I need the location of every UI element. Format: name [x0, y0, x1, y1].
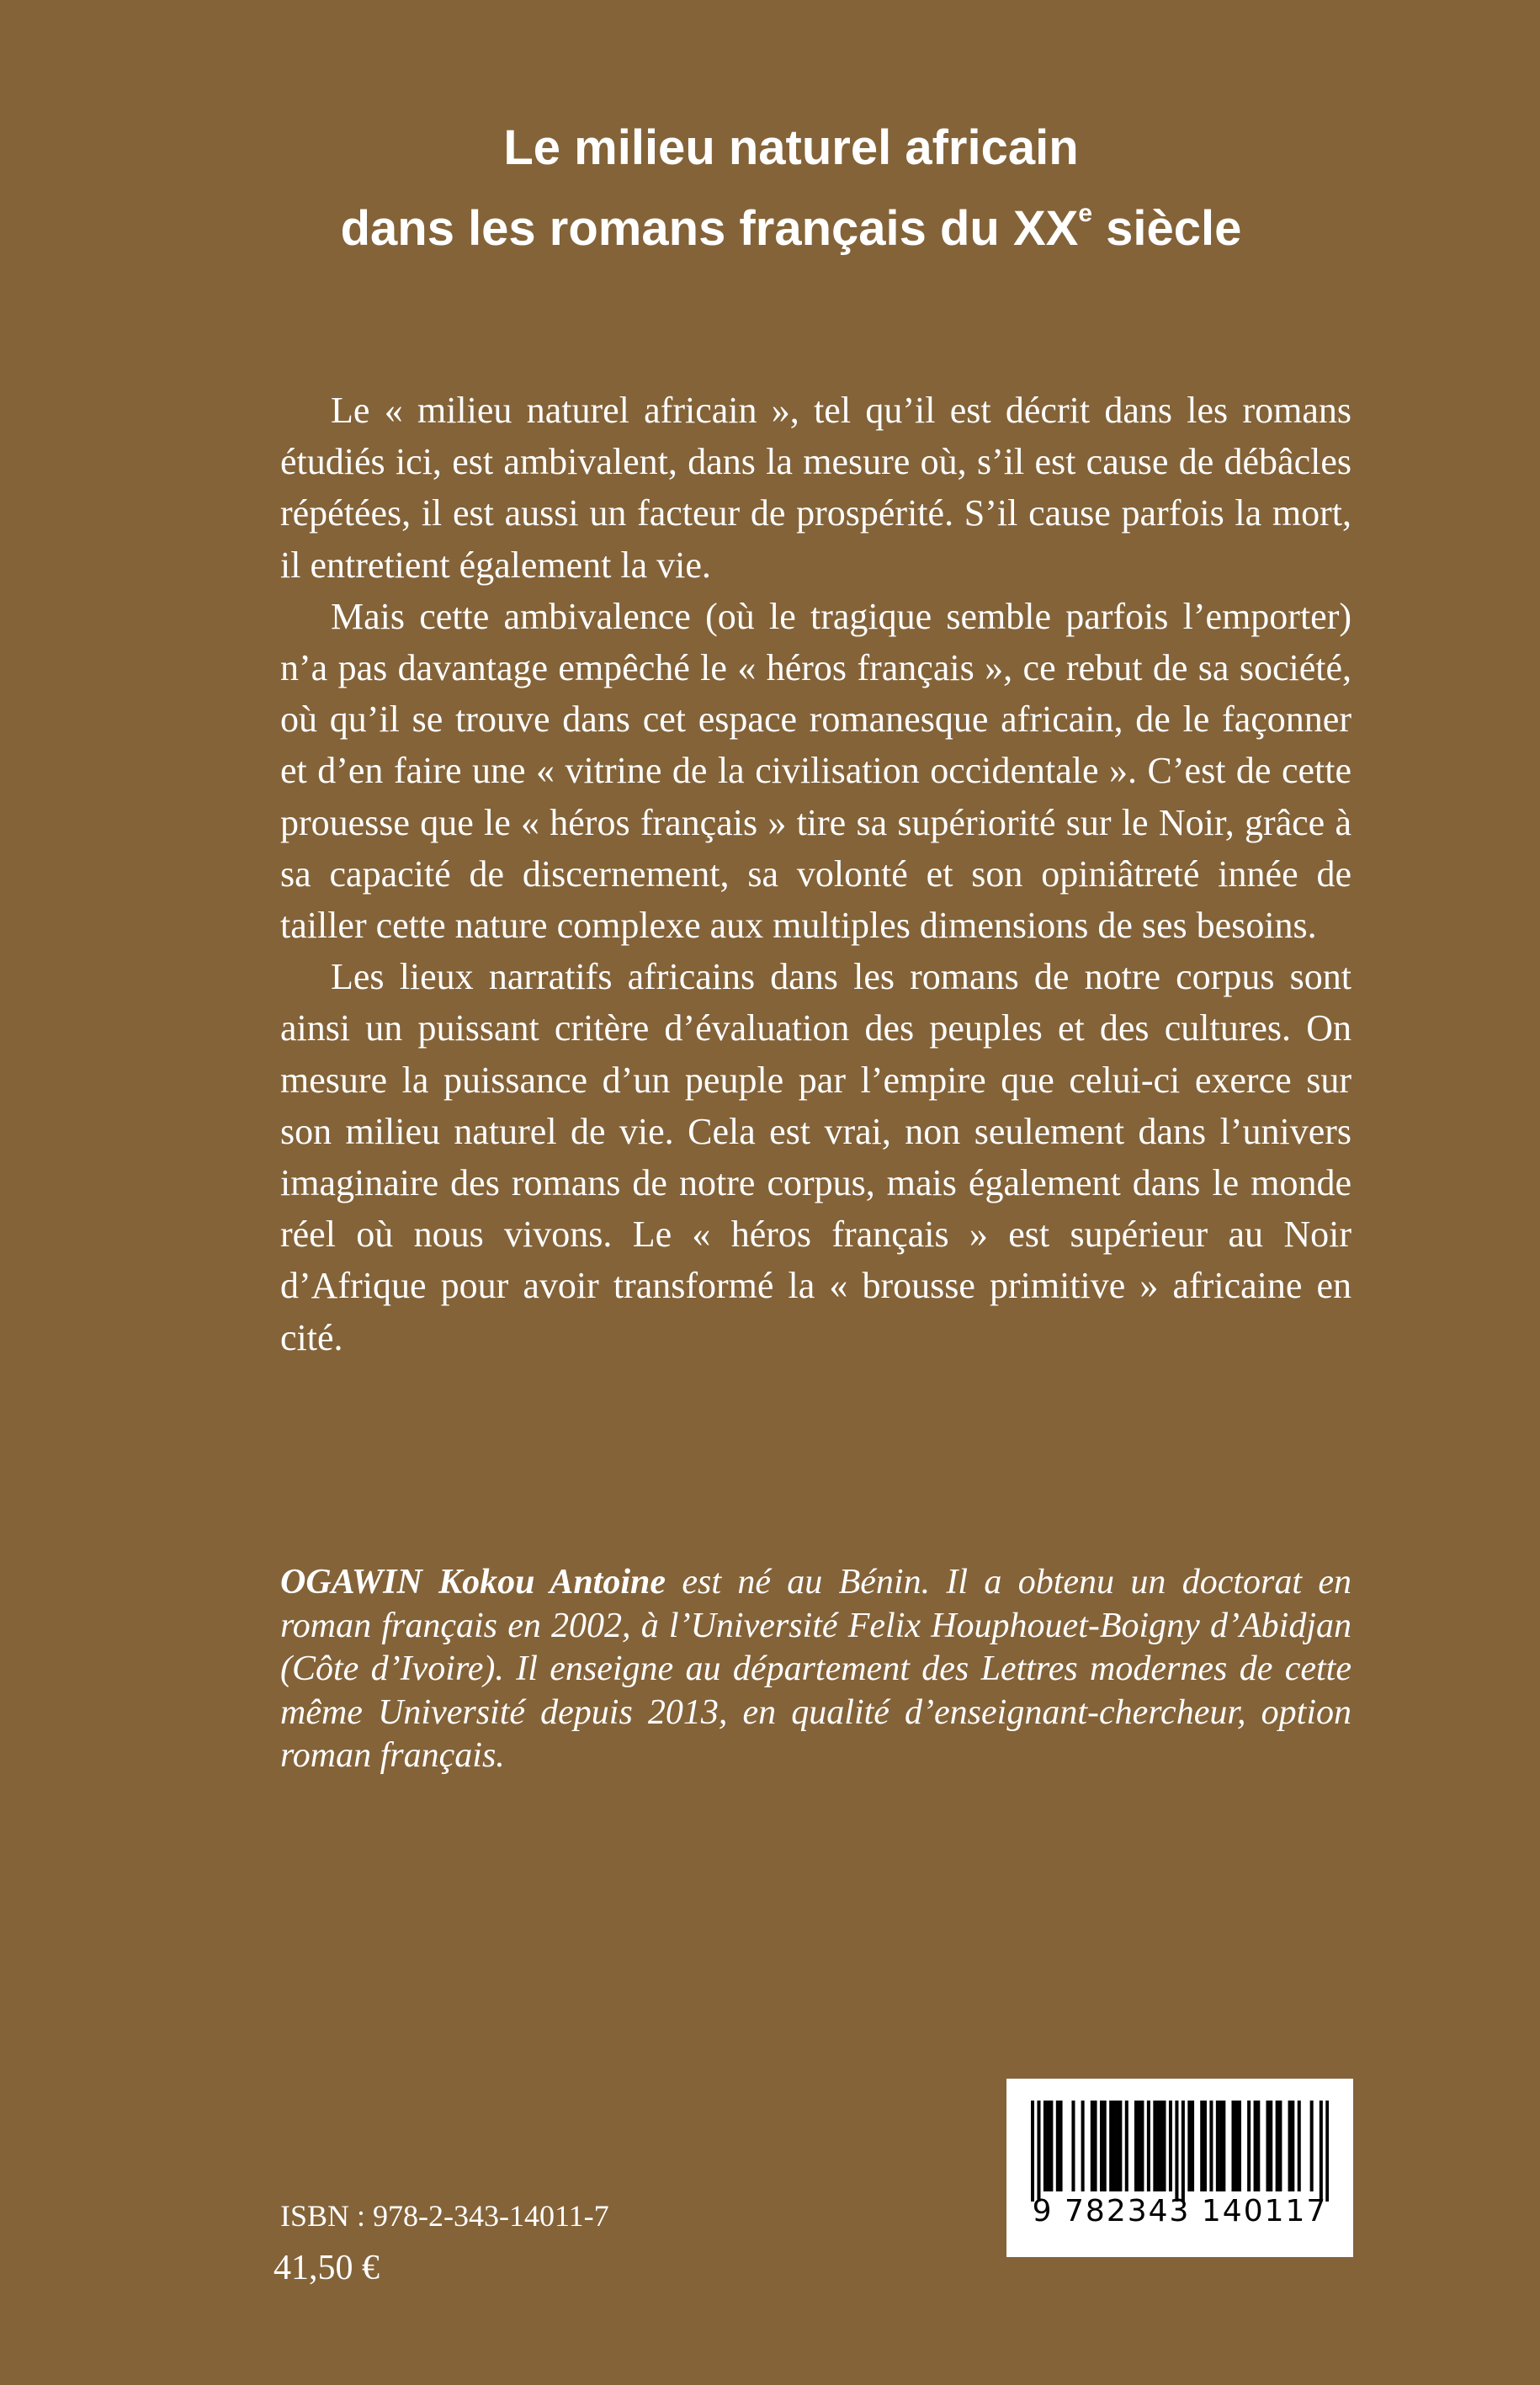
barcode-bar: [1103, 2101, 1107, 2191]
barcode-bar: [1298, 2101, 1301, 2191]
barcode-bar: [1037, 2101, 1040, 2202]
barcode-bar: [1140, 2101, 1144, 2191]
barcode-bar: [1278, 2101, 1282, 2191]
book-summary: [280, 385, 1351, 1363]
barcode-bar: [1094, 2101, 1097, 2191]
author-name: OGAWIN Kokou Antoine: [280, 1563, 666, 1602]
barcode-bar: [1238, 2101, 1241, 2191]
barcode-bar: [1056, 2101, 1059, 2191]
barcode-bar: [1091, 2101, 1094, 2191]
price-label: 41,50 €: [273, 2249, 380, 2287]
barcode-panel: [1006, 2079, 1353, 2257]
barcode-bar: [1118, 2101, 1122, 2191]
barcode-bar: [1125, 2101, 1128, 2191]
barcode-bar: [1269, 2101, 1272, 2191]
barcode-bar: [1291, 2101, 1294, 2191]
barcode-bar: [1203, 2101, 1207, 2191]
summary-paragraph-3: Les lieux narratifs africains dans les romans de notre corpus sont ainsi un puissant critère d’évaluation des peuples et des cultures. On mesure la puissance d’un peuple par l’empire que celui-ci exerce sur son milieu naturel de vie. Cela est vrai, non seulement dans l’univers imaginaire des romans de notre corpus, mais également dans le monde réel où nous vivons. Le « héros français » est supérieur au Noir d’Afrique pour avoir transformé la « brousse primitive » africaine en cité.: [280, 956, 1351, 1358]
book-title: [286, 108, 1296, 269]
summary-paragraph-2: Mais cette ambivalence (où le tragique semble parfois l’emporter) n’a pas davantage empêché le « héros français », ce rebut de sa société, où qu’il se trouve dans cet espace romanesque africain, de le façonner et d’en faire une « vitrine de la civilisation occidentale ». C’est de cette prouesse que le « héros français » tire sa supériorité sur le Noir, grâce à sa capacité de discernement, sa volonté et son opiniâtreté innée de tailler cette nature complexe aux multiples dimensions de ses besoins.: [280, 595, 1351, 947]
barcode-bar: [1047, 2101, 1050, 2191]
barcode-bar: [1113, 2101, 1116, 2191]
barcode-bar: [1182, 2101, 1185, 2202]
author-bio-text: est né au Bénin. Il a obtenu un doctorat en roman français en 2002, à l’Université Felix Houphouet-Boigny d’Abidjan (Côte d’Ivoire). Il enseigne au département des Lettres modernes de cette même Université depuis 2013, en qualité d’enseignant-chercheur, option roman français.: [280, 1563, 1351, 1775]
barcode-bar: [1043, 2101, 1047, 2191]
barcode-bar: [1209, 2101, 1213, 2191]
summary-paragraph-1: Le « milieu naturel africain », tel qu’il est décrit dans les romans étudiés ici, est ambivalent, dans la mesure où, s’il est cause de débâcles répétées, il est aussi un facteur de prospérité. S’il cause parfois la mort, il entretient également la vie.: [280, 390, 1351, 586]
barcode-bar: [1156, 2101, 1160, 2191]
barcode-bar: [1320, 2101, 1323, 2202]
barcode-bar: [1256, 2101, 1260, 2191]
barcode-bar: [1169, 2101, 1172, 2191]
author-bio: [280, 1561, 1351, 1778]
barcode-bar: [1100, 2101, 1103, 2191]
title-line-1: Le milieu naturel africain: [503, 120, 1079, 175]
barcode-bar: [1175, 2101, 1178, 2202]
title-line-2-text: dans les romans français du XX: [340, 201, 1079, 256]
barcode-bar: [1071, 2101, 1075, 2191]
barcode-bar: [1081, 2101, 1085, 2191]
barcode-bar: [1216, 2101, 1219, 2191]
barcode-bar: [1191, 2101, 1194, 2191]
barcode-bar: [1266, 2101, 1269, 2191]
barcode-bar: [1219, 2101, 1223, 2191]
barcode-bar: [1147, 2101, 1150, 2191]
barcode-bar: [1276, 2101, 1279, 2191]
barcode-bar: [1247, 2101, 1251, 2191]
title-line-2-end: siècle: [1092, 201, 1242, 256]
barcode-bar: [1116, 2101, 1119, 2191]
barcode-digits: 9 782343 140117: [1032, 2194, 1328, 2228]
barcode-bar: [1235, 2101, 1238, 2191]
barcode-bar: [1163, 2101, 1166, 2191]
barcode-bar: [1153, 2101, 1156, 2191]
barcode-bar: [1200, 2101, 1203, 2191]
barcode-bar: [1059, 2101, 1063, 2191]
title-line-2: [286, 189, 1296, 269]
barcode-bar: [1222, 2101, 1225, 2191]
barcode-bar: [1288, 2101, 1292, 2191]
barcode-bar: [1049, 2101, 1053, 2191]
isbn-label: ISBN : 978-2-343-14011-7: [280, 2199, 609, 2233]
barcode-bar: [1160, 2101, 1163, 2191]
barcode-bar: [1231, 2101, 1235, 2191]
barcode-bar: [1109, 2101, 1113, 2191]
barcode-bar: [1031, 2101, 1034, 2202]
barcode-bar: [1254, 2101, 1257, 2191]
barcode-bar: [1134, 2101, 1138, 2191]
ean13-barcode-icon: [1031, 2101, 1329, 2202]
barcode-bar: [1187, 2101, 1191, 2191]
barcode-bar: [1138, 2101, 1141, 2191]
title-superscript: e: [1078, 199, 1093, 227]
barcode-bar: [1325, 2101, 1329, 2202]
barcode-bar: [1310, 2101, 1314, 2191]
